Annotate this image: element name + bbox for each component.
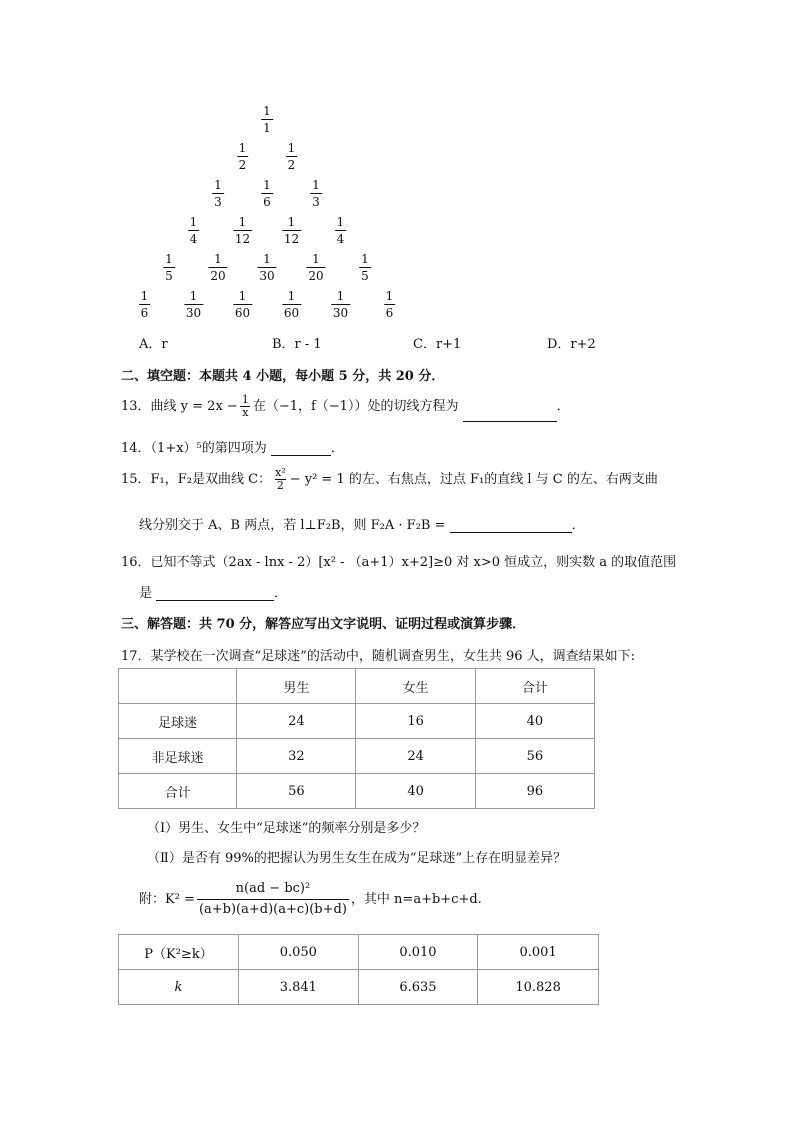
- fraction-numerator: 1: [287, 289, 296, 303]
- table-cell: 合计: [119, 774, 237, 809]
- fraction-denominator: 30: [332, 306, 349, 320]
- q17-formula: [139, 878, 482, 922]
- fraction-denominator: 6: [385, 306, 394, 320]
- table-cell: 24: [237, 704, 356, 739]
- fraction-denominator: 5: [165, 269, 173, 283]
- table-cell: 40: [475, 704, 594, 739]
- fraction-numerator: 1: [336, 289, 345, 303]
- q15-end: ．: [571, 518, 585, 533]
- table-cell: 6.635: [358, 970, 478, 1005]
- triangle-fraction: [359, 252, 371, 283]
- q15-frac-num: x²: [275, 466, 286, 479]
- triangle-fraction: [184, 289, 203, 320]
- q15-mid: − y² = 1 的左、右焦点，过点 F₁的直线 l 与 C 的左、右两支曲: [289, 472, 658, 487]
- fraction-denominator: 20: [210, 269, 226, 283]
- fraction-numerator: 1: [238, 289, 247, 303]
- fraction-denominator: 3: [214, 195, 222, 209]
- table-cell: 56: [237, 774, 356, 809]
- question-15-line2: [139, 514, 585, 533]
- fraction-numerator: 1: [140, 289, 149, 303]
- fraction-denominator: 60: [283, 306, 300, 320]
- triangle-fraction: [233, 289, 252, 320]
- fraction-denominator: 3: [312, 195, 320, 209]
- fraction-numerator: 1: [263, 252, 271, 266]
- q16-line2: 是: [139, 586, 153, 601]
- table-cell: 0.050: [238, 935, 358, 970]
- fraction-numerator: 1: [312, 178, 320, 192]
- fraction-numerator: 1: [214, 178, 222, 192]
- fraction-denominator: 60: [234, 306, 251, 320]
- triangle-fraction: [384, 289, 396, 320]
- triangle-fraction: [188, 215, 200, 246]
- fraction-numerator: 1: [189, 289, 198, 303]
- table-cell: 32: [237, 739, 356, 774]
- triangle-fraction: [335, 215, 347, 246]
- fraction-numerator: 1: [238, 215, 247, 229]
- fraction-denominator: 4: [189, 232, 198, 246]
- fraction-numerator: 1: [238, 141, 247, 155]
- triangle-fraction: [257, 252, 276, 283]
- question-13: [121, 392, 570, 422]
- question-14: [121, 437, 344, 456]
- table-cell: k: [119, 970, 239, 1005]
- triangle-fraction: [139, 289, 151, 320]
- fraction-denominator: 30: [259, 269, 275, 283]
- formula-numerator: n(ad − bc)²: [235, 881, 311, 896]
- q15-fraction: [273, 467, 288, 492]
- choice-c: C．r+1: [413, 337, 462, 352]
- section3-heading: 三、解答题：共 70 分，解答应写出文字说明、证明过程或演算步骤．: [121, 617, 526, 632]
- triangle-fraction: [163, 252, 175, 283]
- fraction-numerator: 1: [336, 215, 345, 229]
- fraction-denominator: 6: [140, 306, 149, 320]
- table-cell: 24: [356, 739, 475, 774]
- q14-end: ．: [330, 441, 344, 456]
- q13-fraction: [240, 394, 251, 419]
- q15-prefix: 15．F₁，F₂是双曲线 C：: [121, 472, 272, 487]
- q13-frac-den: x: [242, 406, 249, 419]
- fraction-numerator: 1: [165, 252, 173, 266]
- q15-frac-den: 2: [276, 479, 284, 492]
- q17-part1: （Ⅰ）男生、女生中“足球迷”的频率分别是多少？: [147, 821, 426, 836]
- fraction-numerator: 1: [312, 252, 320, 266]
- q16-end: ．: [274, 586, 288, 601]
- triangle-fraction: [310, 178, 322, 209]
- table-cell: 0.010: [358, 935, 478, 970]
- q13-frac-num: 1: [241, 393, 249, 406]
- table-row: [119, 704, 595, 739]
- table-header-total: 合计: [475, 669, 594, 704]
- table-header-male: 男生: [237, 669, 356, 704]
- table-cell: 16: [356, 704, 475, 739]
- triangle-fraction: [286, 141, 298, 172]
- table-header-female: 女生: [356, 669, 475, 704]
- table-cell: 56: [475, 739, 594, 774]
- table-cell: P（K²≥k）: [119, 935, 239, 970]
- fraction-numerator: 1: [214, 252, 222, 266]
- fraction-numerator: 1: [263, 104, 271, 118]
- table-row: [119, 970, 599, 1005]
- table-cell: 足球迷: [119, 704, 237, 739]
- triangle-fraction: [331, 289, 350, 320]
- q16-answer-blank[interactable]: [156, 586, 274, 601]
- triangle-fraction: [208, 252, 227, 283]
- table-cell: 10.828: [478, 970, 599, 1005]
- choice-b: B．r - 1: [272, 337, 322, 352]
- choice-d: D．r+2: [547, 337, 596, 352]
- fraction-denominator: 1: [263, 121, 271, 135]
- q15-answer-blank[interactable]: [450, 518, 572, 533]
- fraction-numerator: 1: [361, 252, 369, 266]
- critical-value-table: [118, 934, 599, 1005]
- triangle-fraction: [261, 104, 273, 135]
- triangle-fraction: [212, 178, 224, 209]
- q13-end: ．: [556, 399, 570, 414]
- question-16-line1: 16．已知不等式（2ax - lnx - 2）[x² - （a+1）x+2]≥0 对 x>0 恒成立，则实数 a 的取值范围: [121, 555, 677, 570]
- triangle-fraction: [237, 141, 249, 172]
- triangle-fraction: [282, 215, 301, 246]
- table-row: [119, 774, 595, 809]
- triangle-fraction: [306, 252, 325, 283]
- section2-heading: 二、填空题：本题共 4 小题，每小题 5 分，共 20 分．: [121, 369, 445, 384]
- table-cell: 3.841: [238, 970, 358, 1005]
- fraction-denominator: 6: [263, 195, 271, 209]
- table-cell: 96: [475, 774, 594, 809]
- fraction-numerator: 1: [189, 215, 198, 229]
- q13-answer-blank[interactable]: [463, 407, 557, 422]
- fraction-denominator: 4: [336, 232, 345, 246]
- fraction-numerator: 1: [263, 178, 271, 192]
- q13-suffix: 在（−1，f（−1））处的切线方程为: [252, 399, 459, 414]
- fraction-denominator: 5: [361, 269, 369, 283]
- question-17-intro: 17．某学校在一次调查“足球迷”的活动中，随机调查男生，女生共 96 人，调查结果如下:: [121, 649, 636, 664]
- formula-suffix: ，其中 n=a+b+c+d.: [350, 892, 482, 907]
- fraction-denominator: 2: [287, 158, 296, 172]
- table-cell: 0.001: [478, 935, 599, 970]
- triangle-fraction: [282, 289, 301, 320]
- q15-line2: 线分别交于 A、B 两点，若 l⊥F₂B，则 F₂A · F₂B =: [139, 518, 446, 533]
- survey-table: [118, 668, 595, 809]
- table-row: [119, 669, 595, 704]
- table-row: [119, 739, 595, 774]
- formula-prefix: 附：K² =: [139, 892, 195, 907]
- fraction-numerator: 1: [287, 141, 296, 155]
- fraction-denominator: 12: [283, 232, 300, 246]
- q17-part2: （Ⅱ）是否有 99%的把握认为男生女生在成为“足球迷”上存在明显差异？: [147, 851, 567, 866]
- fraction-numerator: 1: [385, 289, 394, 303]
- fraction-numerator: 1: [287, 215, 296, 229]
- triangle-fraction: [261, 178, 273, 209]
- fraction-denominator: 12: [234, 232, 251, 246]
- table-cell: 非足球迷: [119, 739, 237, 774]
- choice-a: A．r: [139, 337, 168, 352]
- q13-prefix: 13．曲线 y = 2x −: [121, 399, 238, 414]
- question-15-line1: [121, 464, 658, 496]
- fraction-denominator: 30: [185, 306, 202, 320]
- q14-text: 14．（1+x）⁵的第四项为: [121, 441, 267, 456]
- triangle-fraction: [233, 215, 252, 246]
- table-cell: [119, 669, 237, 704]
- table-cell: 40: [356, 774, 475, 809]
- table-row: [119, 935, 599, 970]
- fraction-denominator: 2: [238, 158, 247, 172]
- formula-denominator: (a+b)(a+d)(a+c)(b+d): [197, 899, 349, 920]
- question-16-line2: [139, 582, 287, 601]
- k2-fraction: [197, 879, 349, 920]
- fraction-denominator: 20: [308, 269, 324, 283]
- q14-answer-blank[interactable]: [271, 441, 331, 456]
